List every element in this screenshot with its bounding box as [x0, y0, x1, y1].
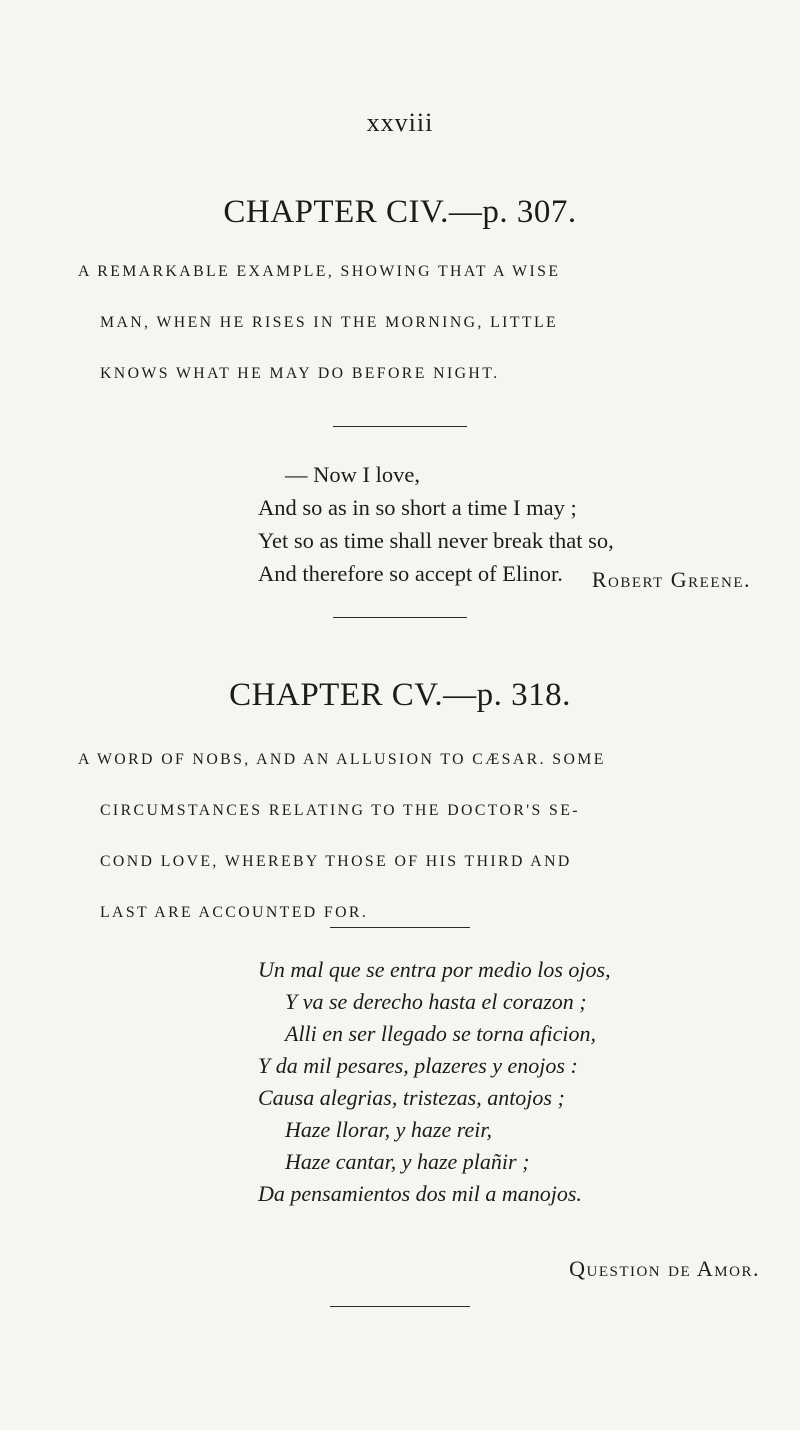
summary-line: MAN, WHEN HE RISES IN THE MORNING, LITTLE [100, 314, 559, 331]
summary-line: KNOWS WHAT HE MAY DO BEFORE NIGHT. [100, 365, 500, 382]
page-number: xxviii [366, 108, 434, 137]
verse-line: Causa alegrias, tristezas, antojos ; [258, 1085, 565, 1110]
summary-line: COND LOVE, WHEREBY THOSE OF HIS THIRD AND [100, 853, 572, 870]
section-divider [333, 426, 467, 427]
verse-line: Alli en ser llegado se torna aficion, [285, 1021, 597, 1046]
chapter-civ-heading: CHAPTER CIV.—p. 307. [223, 194, 577, 230]
summary-line: A REMARKABLE EXAMPLE, SHOWING THAT A WISE [78, 263, 561, 280]
verse-line: Da pensamientos dos mil a manojos. [258, 1181, 582, 1206]
verse-line: Y va se derecho hasta el corazon ; [285, 989, 587, 1014]
verse-line: Haze llorar, y haze reir, [285, 1117, 492, 1142]
summary-line: LAST ARE ACCOUNTED FOR. [100, 904, 369, 921]
verse-line: Un mal que se entra por medio los ojos, [258, 957, 611, 982]
chapter-cv-heading: CHAPTER CV.—p. 318. [229, 677, 571, 713]
verse-line: And therefore so accept of Elinor. [258, 561, 563, 586]
verse-line: Haze cantar, y haze plañir ; [285, 1149, 530, 1174]
verse-line: — Now I love, [285, 462, 420, 487]
summary-line: CIRCUMSTANCES RELATING TO THE DOCTOR'S SE- [100, 802, 580, 819]
verse-line: And so as in so short a time I may ; [258, 495, 577, 520]
section-divider [330, 1306, 470, 1307]
summary-line: A WORD OF NOBS, AND AN ALLUSION TO CÆSAR. SOME [78, 751, 606, 768]
chapter-civ-attribution: Robert Greene. [591, 567, 751, 592]
verse-line: Yet so as time shall never break that so, [258, 528, 614, 553]
section-divider [333, 617, 467, 618]
section-divider [330, 927, 470, 928]
verse-line: Y da mil pesares, plazeres y enojos : [258, 1053, 578, 1078]
chapter-cv-attribution: Question de Amor. [569, 1256, 760, 1281]
